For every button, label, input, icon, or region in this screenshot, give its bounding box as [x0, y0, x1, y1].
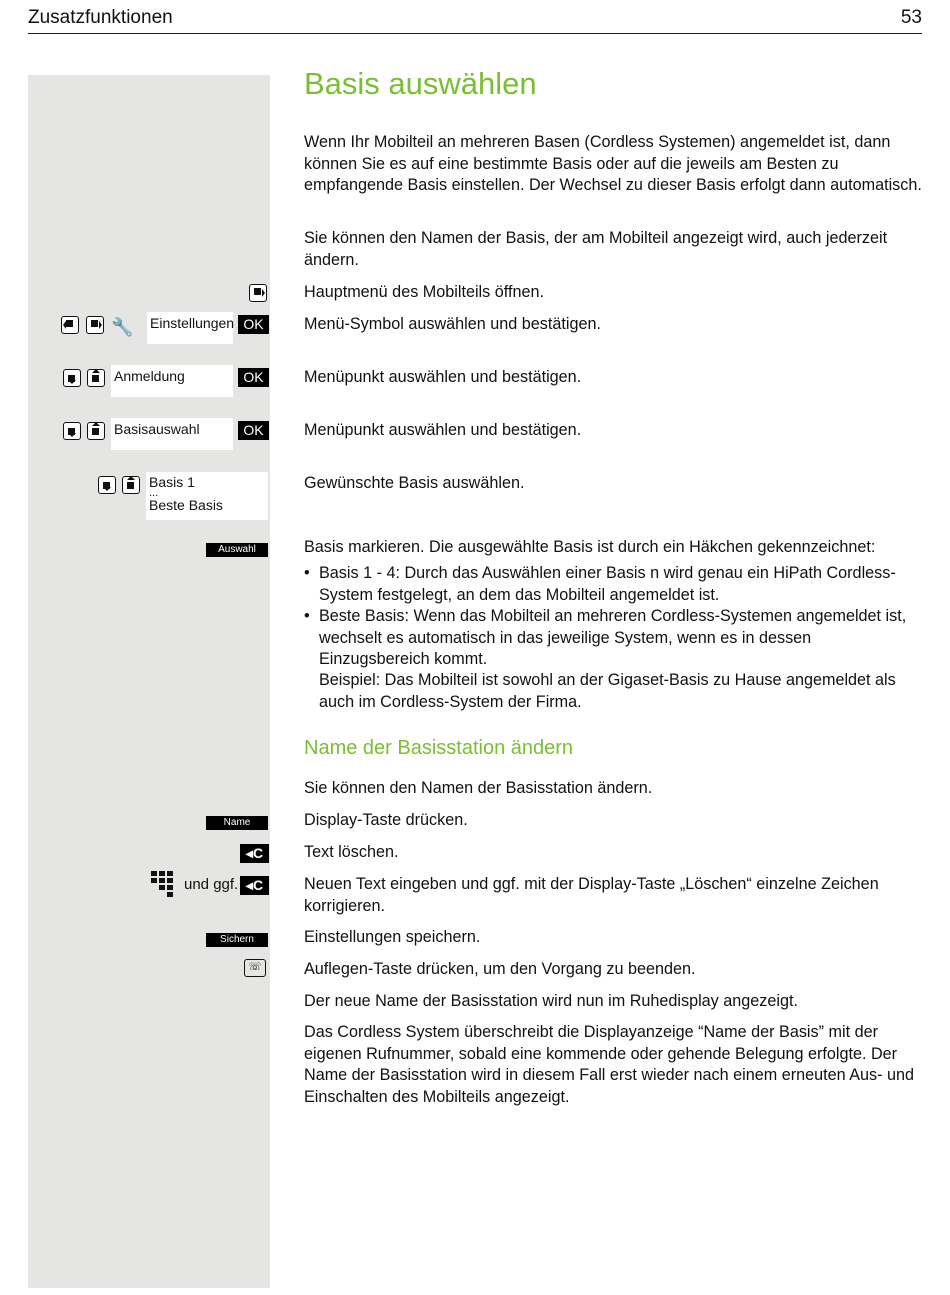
- step-text: Menüpunkt auswählen und bestätigen.: [304, 368, 582, 386]
- step-text: Menü-Symbol auswählen und bestätigen.: [304, 315, 601, 333]
- intro-paragraph: Sie können den Namen der Basis, der am Mobilteil angezeigt wird, auch jederzeit ändern.: [304, 229, 888, 269]
- step-text: Einstellungen speichern.: [304, 928, 481, 946]
- control-right-icon[interactable]: [249, 284, 267, 302]
- control-right-icon[interactable]: [86, 316, 104, 334]
- list-item: • Beste Basis: Wenn das Mobilteil an mehreren Cordless-Systemen angemeldet ist, wechselt es automatisch in das jeweilige System, wenn es in dessen Einzugsbereich kommt.: [304, 606, 924, 671]
- keypad-icon[interactable]: [151, 871, 177, 901]
- example-text: Beispiel: Das Mobilteil ist sowohl an der Gigaset-Basis zu Hause angemeldet als auch im Cordless-System der Firma.: [319, 671, 896, 711]
- ok-button[interactable]: OK: [238, 315, 269, 334]
- option-list: [304, 563, 924, 671]
- clear-key[interactable]: ◂C: [240, 876, 269, 895]
- info-text: Das Cordless System überschreibt die Displayanzeige “Name der Basis” mit der eigenen Rufnummer, sobald eine kommende oder gehende Belegung erfolgte. Der Name der Basisstation wird in diesem Fall erst wieder nach einem erneuten Aus- und Einschalten des Mobilteils angezeigt.: [304, 1023, 915, 1106]
- ok-button[interactable]: OK: [238, 368, 269, 387]
- section-heading: Name der Basisstation ändern: [304, 737, 574, 759]
- softkey-name[interactable]: Name: [206, 816, 268, 830]
- section-title: Zusatzfunktionen: [28, 7, 173, 28]
- clear-key[interactable]: ◂C: [240, 844, 269, 863]
- page-header: [28, 0, 922, 34]
- ok-button[interactable]: OK: [238, 421, 269, 440]
- step-text: Neuen Text eingeben und ggf. mit der Display-Taste „Löschen“ einzelne Zeichen korrigieren.: [304, 875, 879, 915]
- step-text: Hauptmenü des Mobilteils öffnen.: [304, 283, 544, 301]
- step-text: Sie können den Namen der Basisstation ändern.: [304, 779, 653, 797]
- instruction-sidebar: [28, 75, 270, 1288]
- display-basis-list: [146, 472, 268, 520]
- list-item: Beste Basis: [149, 497, 223, 513]
- step-text: Display-Taste drücken.: [304, 811, 468, 829]
- intro-paragraph: Wenn Ihr Mobilteil an mehreren Basen (Cordless Systemen) angemeldet ist, dann können Sie es auf eine bestimmte Basis oder auf die jeweils am Besten zu empfangende Basis einstellen. Der Wechsel zu dieser Basis erfolgt dann automatisch.: [304, 133, 922, 194]
- control-down-icon[interactable]: [63, 422, 81, 440]
- info-text: Der neue Name der Basisstation wird nun im Ruhedisplay angezeigt.: [304, 992, 798, 1010]
- control-down-icon[interactable]: [63, 369, 81, 387]
- step-text: Auflegen-Taste drücken, um den Vorgang zu beenden.: [304, 960, 696, 978]
- page-title: Basis auswählen: [304, 66, 537, 101]
- display-menu-einstellungen: [147, 312, 233, 344]
- control-up-icon[interactable]: [122, 476, 140, 494]
- menu-label: Anmeldung: [114, 368, 185, 384]
- step-text: Text löschen.: [304, 843, 399, 861]
- menu-label: Basisauswahl: [114, 421, 200, 437]
- softkey-auswahl[interactable]: Auswahl: [206, 543, 268, 557]
- control-up-icon[interactable]: [87, 369, 105, 387]
- wrench-icon: 🔧: [111, 317, 134, 337]
- and-optional-label: und ggf.: [184, 876, 239, 893]
- display-menu-basisauswahl: [111, 418, 233, 450]
- page-number: 53: [900, 7, 922, 28]
- softkey-sichern[interactable]: Sichern: [206, 933, 268, 947]
- hangup-key-icon[interactable]: ☏: [244, 959, 266, 977]
- control-left-icon[interactable]: [61, 316, 79, 334]
- menu-label: Einstellungen: [150, 315, 235, 331]
- display-menu-anmeldung: [111, 365, 233, 397]
- step-text: Basis markieren. Die ausgewählte Basis ist durch ein Häkchen gekennzeichnet:: [304, 538, 876, 556]
- list-ellipsis: ...: [149, 487, 159, 499]
- list-item: Basis 1: [149, 474, 195, 490]
- step-text: Menüpunkt auswählen und bestätigen.: [304, 421, 582, 439]
- step-text: Gewünschte Basis auswählen.: [304, 474, 525, 492]
- control-up-icon[interactable]: [87, 422, 105, 440]
- list-item: • Basis 1 - 4: Durch das Auswählen einer Basis n wird genau ein HiPath Cordless-System festgelegt, an dem das Mobilteil angemeldet ist.: [304, 563, 924, 606]
- control-down-icon[interactable]: [98, 476, 116, 494]
